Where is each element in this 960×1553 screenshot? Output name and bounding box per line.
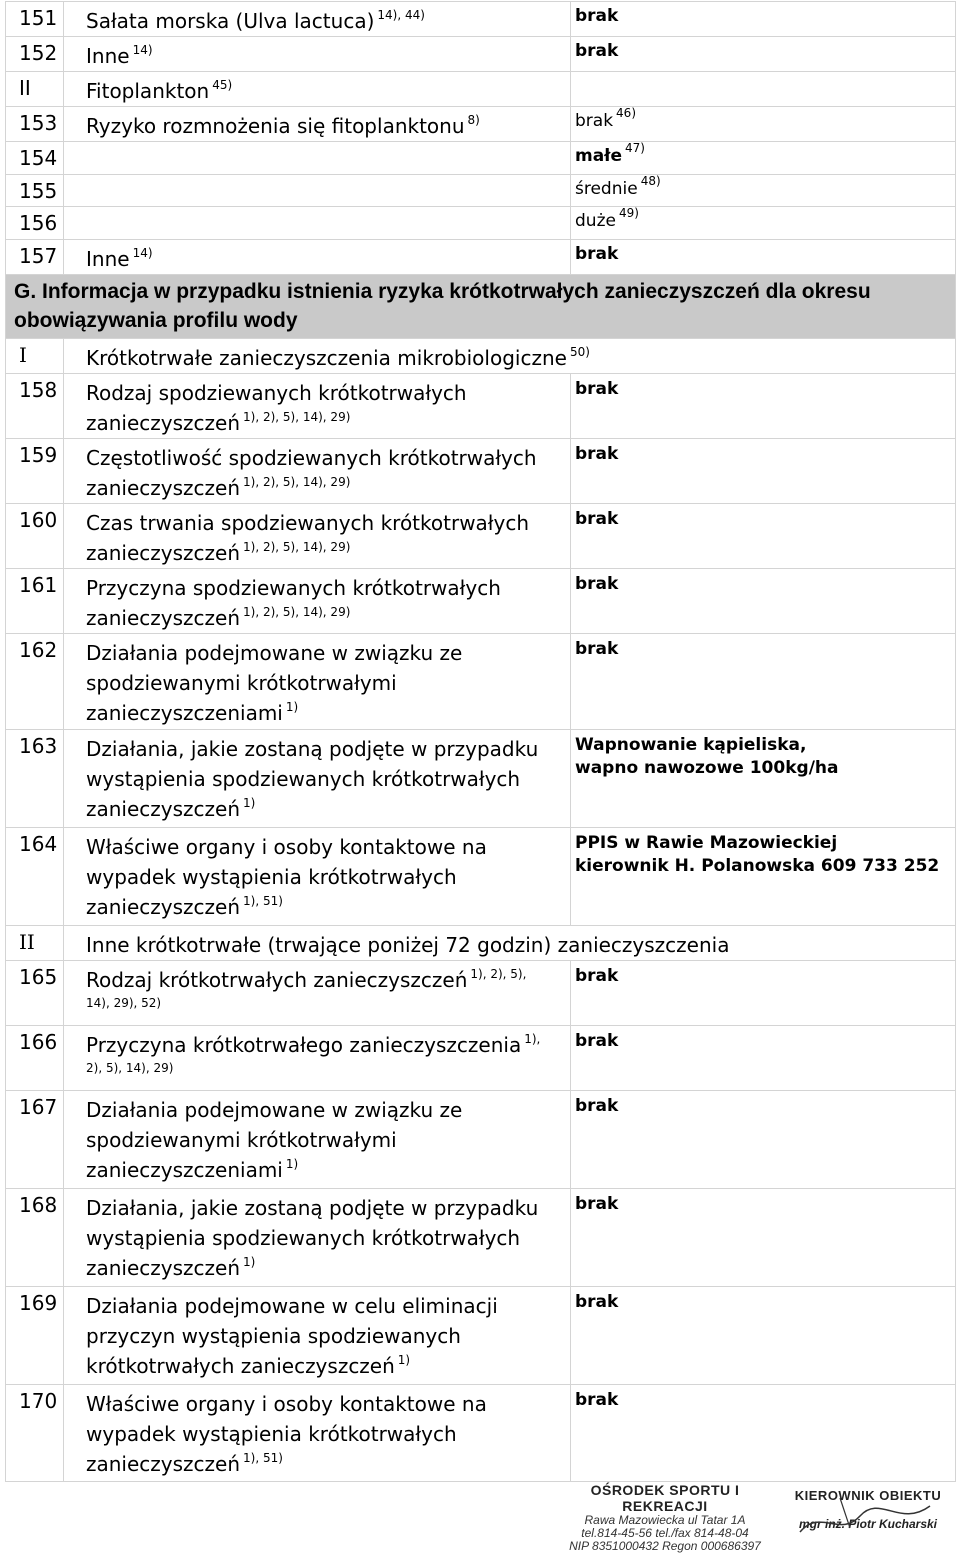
stamp-name: mgr inż. Piotr Kucharski <box>798 1517 938 1531</box>
description-text: Działania, jakie zostaną podjęte w przypadku <box>86 737 539 761</box>
footnote-ref: 14) <box>132 246 153 260</box>
row-description <box>64 730 571 828</box>
table-row <box>6 1287 956 1385</box>
footnote-ref: 1), 2), 5), 14), 29) <box>243 410 351 424</box>
row-number <box>6 828 64 926</box>
subsection-row <box>6 926 956 961</box>
value-text: brak <box>575 1292 619 1312</box>
description-line <box>86 1449 570 1479</box>
row-value <box>571 240 956 275</box>
value-text: brak <box>575 1031 619 1051</box>
value-footnote-ref: 49) <box>618 206 639 220</box>
row-description <box>64 37 571 72</box>
table-row <box>6 1026 956 1091</box>
row-number <box>6 1287 64 1385</box>
row-description <box>64 1189 571 1287</box>
value-text: brak <box>575 1390 619 1410</box>
row-description <box>64 569 571 634</box>
row-number-text: 157 <box>19 244 58 268</box>
footnote-ref: 8) <box>467 113 480 127</box>
description-line <box>86 1419 570 1449</box>
description-line <box>86 443 570 473</box>
value-text: wapno nawozowe 100kg/ha <box>575 758 839 778</box>
description-line <box>86 1321 570 1351</box>
row-value <box>571 175 956 207</box>
description-line <box>86 508 570 538</box>
footnote-ref: 1) <box>285 1157 299 1171</box>
description-text: Właściwe organy i osoby kontaktowe na <box>86 1392 487 1416</box>
description-text: zanieczyszczeń <box>86 797 241 821</box>
row-description <box>64 175 571 207</box>
row-number-text: 167 <box>19 1095 58 1119</box>
row-description <box>64 142 571 175</box>
row-value <box>571 730 956 828</box>
description-line <box>86 1125 570 1155</box>
footnote-ref: 14) <box>132 43 153 57</box>
footnote-ref: 45) <box>212 78 233 92</box>
value-line <box>575 832 955 855</box>
description-text: spodziewanymi krótkotrwałymi <box>86 1128 397 1152</box>
value-text: brak <box>575 966 619 986</box>
description-line <box>86 1030 570 1060</box>
description-line <box>86 603 570 633</box>
footnote-ref: 1), <box>524 1032 541 1046</box>
row-number <box>6 240 64 275</box>
row-number-text: 166 <box>19 1030 58 1054</box>
signature-icon <box>780 1488 956 1544</box>
row-number-text: 162 <box>19 638 58 662</box>
table-row <box>6 1385 956 1482</box>
footnote-ref: 1), 2), 5), 14), 29) <box>243 605 351 619</box>
row-number-text: 153 <box>19 111 58 135</box>
value-footnote-ref: 46) <box>616 106 636 120</box>
row-value <box>571 828 956 926</box>
row-value <box>571 439 956 504</box>
description-text: Sałata morska (Ulva lactuca) <box>86 9 375 33</box>
value-text: duże <box>575 211 616 231</box>
value-text: brak <box>575 509 619 529</box>
description-line <box>86 1291 570 1321</box>
value-line <box>575 443 955 466</box>
description-text: Ryzyko rozmnożenia się fitoplanktonu <box>86 114 465 138</box>
subsection-number <box>6 926 64 961</box>
value-line <box>575 638 955 661</box>
value-footnote-ref: 48) <box>640 174 661 188</box>
description-text: zanieczyszczeniami <box>86 701 283 725</box>
description-line <box>86 1351 570 1381</box>
value-line <box>575 508 955 531</box>
description-line <box>86 1193 570 1223</box>
footnote-ref: 1) <box>243 1255 256 1269</box>
row-number <box>6 1189 64 1287</box>
row-value <box>571 1189 956 1287</box>
row-number <box>6 1026 64 1091</box>
value-text: brak <box>575 1194 619 1214</box>
description-line <box>86 638 570 668</box>
footnote-ref: 14), 44) <box>377 8 425 22</box>
subsection-description <box>64 339 956 374</box>
value-line <box>575 1389 955 1412</box>
description-line <box>86 1253 570 1283</box>
table-row <box>6 828 956 926</box>
row-value <box>571 569 956 634</box>
row-description <box>64 961 571 1026</box>
footnote-ref: 1), 51) <box>243 894 283 908</box>
manager-stamp <box>780 1488 956 1544</box>
table-row <box>6 240 956 275</box>
subsection-description <box>64 926 956 961</box>
row-number-text: 154 <box>19 146 58 170</box>
row-description <box>64 240 571 275</box>
value-text: PPIS w Rawie Mazowieckiej <box>575 833 838 853</box>
description-text: Fitoplankton <box>86 79 210 103</box>
footnote-ref: 1), 51) <box>243 1451 283 1465</box>
row-description <box>64 634 571 730</box>
row-number <box>6 569 64 634</box>
row-number-text: 163 <box>19 734 58 758</box>
table-row <box>6 504 956 569</box>
row-number-text: 156 <box>19 211 58 235</box>
description-text: zanieczyszczeń <box>86 541 241 565</box>
table-row <box>6 569 956 634</box>
table-row <box>6 439 956 504</box>
description-text: zanieczyszczeń <box>86 1452 241 1476</box>
description-text: wypadek wystąpienia krótkotrwałych <box>86 865 457 889</box>
row-number <box>6 107 64 142</box>
description-text: Inne <box>86 247 130 271</box>
footnote-ref-continued: 2), 5), 14), 29) <box>86 1061 174 1075</box>
table-row <box>6 107 956 142</box>
description-text: zanieczyszczeń <box>86 895 241 919</box>
row-number-text: 161 <box>19 573 58 597</box>
row-number-text: 159 <box>19 443 58 467</box>
description-text: Rodzaj krótkotrwałych zanieczyszczeń <box>86 968 468 992</box>
stamp-line-1: OŚRODEK SPORTU I REKREACJI <box>590 1482 740 1514</box>
row-value <box>571 961 956 1026</box>
description-line <box>86 862 570 892</box>
row-number-text: 169 <box>19 1291 58 1315</box>
description-text: zanieczyszczeń <box>86 1256 241 1280</box>
footnote-ref: 1), 2), 5), 14), 29) <box>243 475 351 489</box>
description-line <box>86 965 570 995</box>
description-line <box>86 794 570 824</box>
value-line <box>575 855 955 878</box>
table-row <box>6 72 956 107</box>
description-text: Przyczyna spodziewanych krótkotrwałych <box>86 576 501 600</box>
table-row <box>6 961 956 1026</box>
row-description <box>64 2 571 37</box>
row-number <box>6 207 64 240</box>
row-description <box>64 1287 571 1385</box>
row-number <box>6 72 64 107</box>
description-line <box>86 378 570 408</box>
description-line <box>86 1223 570 1253</box>
description-text: Właściwe organy i osoby kontaktowe na <box>86 835 487 859</box>
description-text: wypadek wystąpienia krótkotrwałych <box>86 1422 457 1446</box>
row-number <box>6 37 64 72</box>
row-value <box>571 1287 956 1385</box>
description-text: Rodzaj spodziewanych krótkotrwałych <box>86 381 467 405</box>
description-text: Działania podejmowane w celu eliminacji <box>86 1294 498 1318</box>
description-text: Działania podejmowane w związku ze <box>86 1098 463 1122</box>
description-line <box>86 764 570 794</box>
row-description <box>64 1026 571 1091</box>
row-number <box>6 961 64 1026</box>
row-number <box>6 175 64 207</box>
footnote-ref: 1) <box>397 1353 411 1367</box>
subsection-row <box>6 339 956 374</box>
table-row <box>6 1091 956 1189</box>
table-row <box>6 2 956 37</box>
section-g-title-text: G. Informacja w przypadku istnienia ryzyka krótkotrwałych zanieczyszczeń dla okresu obowiązywania profilu wody <box>14 280 871 332</box>
description-text: Inne <box>86 44 130 68</box>
row-number-text: 151 <box>19 6 58 30</box>
row-description <box>64 1385 571 1482</box>
value-text: brak <box>575 574 619 594</box>
description-text: zanieczyszczeń <box>86 476 241 500</box>
row-value <box>571 2 956 37</box>
description-line <box>86 1095 570 1125</box>
value-text: brak <box>575 379 619 399</box>
row-number <box>6 730 64 828</box>
description-text: zanieczyszczeniami <box>86 1158 283 1182</box>
footnote-ref: 1), 2), 5), 14), 29) <box>243 540 351 554</box>
description-text: spodziewanymi krótkotrwałymi <box>86 671 397 695</box>
description-line <box>86 1389 570 1419</box>
value-line <box>575 757 955 780</box>
footnote-continuation <box>86 1060 570 1076</box>
value-text: brak <box>575 639 619 659</box>
description-text: Częstotliwość spodziewanych krótkotrwałych <box>86 446 537 470</box>
footnote-ref: 50) <box>569 345 590 359</box>
description-line <box>86 832 570 862</box>
description-text: Czas trwania spodziewanych krótkotrwałych <box>86 511 529 535</box>
row-description <box>64 1091 571 1189</box>
description-line <box>86 734 570 764</box>
value-text: brak <box>575 111 614 131</box>
table-row <box>6 175 956 207</box>
row-value <box>571 142 956 175</box>
subsection-text: Inne krótkotrwałe (trwające poniżej 72 godzin) zanieczyszczenia <box>86 933 730 957</box>
row-number <box>6 439 64 504</box>
description-text: krótkotrwałych zanieczyszczeń <box>86 1354 395 1378</box>
value-text: brak <box>575 41 619 61</box>
row-value <box>571 37 956 72</box>
value-text: brak <box>575 6 619 26</box>
section-g-title <box>6 275 956 339</box>
subsection-number-text: I <box>19 343 27 367</box>
row-value <box>571 72 956 107</box>
description-line <box>86 668 570 698</box>
subsection-text: Krótkotrwałe zanieczyszczenia mikrobiologiczne <box>86 346 567 370</box>
value-text: Wapnowanie kąpieliska, <box>575 735 807 755</box>
value-line <box>575 378 955 401</box>
row-number <box>6 374 64 439</box>
description-text: Działania podejmowane w związku ze <box>86 641 463 665</box>
footnote-continuation <box>86 995 570 1011</box>
row-value <box>571 504 956 569</box>
section-header <box>6 275 956 339</box>
table-row <box>6 1189 956 1287</box>
table-row <box>6 207 956 240</box>
row-number-text: 164 <box>19 832 58 856</box>
row-value <box>571 1026 956 1091</box>
description-text: przyczyn wystąpienia spodziewanych <box>86 1324 461 1348</box>
description-text: Przyczyna krótkotrwałego zanieczyszczenia <box>86 1033 522 1057</box>
row-number-text: 152 <box>19 41 58 65</box>
row-value <box>571 634 956 730</box>
description-line <box>86 538 570 568</box>
footnote-ref: 1) <box>285 700 299 714</box>
description-line <box>86 473 570 503</box>
profile-table <box>5 1 956 1482</box>
row-number-text: 165 <box>19 965 58 989</box>
row-number <box>6 1091 64 1189</box>
table-row <box>6 142 956 175</box>
value-line <box>575 573 955 596</box>
footnote-ref: 1) <box>243 796 256 810</box>
value-text: małe <box>575 146 623 166</box>
value-text: kierownik H. Polanowska 609 733 252 <box>575 856 940 876</box>
table-row <box>6 374 956 439</box>
description-text: wystąpienia spodziewanych krótkotrwałych <box>86 767 521 791</box>
row-number <box>6 634 64 730</box>
value-line <box>575 734 955 757</box>
stamp-line-4: NIP 8351000432 Regon 000686397 <box>569 1539 761 1553</box>
description-text: zanieczyszczeń <box>86 606 241 630</box>
row-number-text: 158 <box>19 378 58 402</box>
stamp-line-3: tel.814-45-56 tel./fax 814-48-04 <box>581 1526 749 1540</box>
subsection-number-text: II <box>19 930 35 954</box>
value-line <box>575 1030 955 1053</box>
description-text: zanieczyszczeń <box>86 411 241 435</box>
table-row <box>6 634 956 730</box>
row-number-text: 170 <box>19 1389 58 1413</box>
footnote-ref-continued: 14), 29), 52) <box>86 996 162 1010</box>
table-row <box>6 730 956 828</box>
value-text: brak <box>575 244 619 264</box>
stamp-line-2: Rawa Mazowiecka ul Tatar 1A <box>584 1513 746 1527</box>
description-line <box>86 1155 570 1185</box>
value-text: brak <box>575 444 619 464</box>
row-value <box>571 1091 956 1189</box>
row-value <box>571 107 956 142</box>
value-text: średnie <box>575 179 638 199</box>
description-text: Działania, jakie zostaną podjęte w przypadku <box>86 1196 539 1220</box>
value-line <box>575 1193 955 1216</box>
stamp-title: KIEROWNIK OBIEKTU <box>794 1488 942 1503</box>
subsection-number <box>6 339 64 374</box>
description-line <box>86 892 570 922</box>
institution-stamp <box>560 1482 770 1553</box>
row-number <box>6 1385 64 1482</box>
row-description <box>64 207 571 240</box>
row-number-text: 168 <box>19 1193 58 1217</box>
value-text: brak <box>575 1096 619 1116</box>
row-description <box>64 504 571 569</box>
row-number <box>6 504 64 569</box>
description-line <box>86 573 570 603</box>
description-text: wystąpienia spodziewanych krótkotrwałych <box>86 1226 521 1250</box>
table-row <box>6 37 956 72</box>
row-number-text: 155 <box>19 179 58 203</box>
value-line <box>575 1291 955 1314</box>
footnote-ref: 1), 2), 5), <box>470 967 527 981</box>
row-description <box>64 72 571 107</box>
row-description <box>64 439 571 504</box>
row-value <box>571 374 956 439</box>
row-value <box>571 207 956 240</box>
value-line <box>575 965 955 988</box>
row-number <box>6 2 64 37</box>
row-number-text: II <box>19 76 31 100</box>
row-number-text: 160 <box>19 508 58 532</box>
description-line <box>86 408 570 438</box>
row-description <box>64 828 571 926</box>
row-value <box>571 1385 956 1482</box>
description-line <box>86 698 570 728</box>
row-description <box>64 107 571 142</box>
value-line <box>575 1095 955 1118</box>
value-footnote-ref: 47) <box>625 141 645 155</box>
row-description <box>64 374 571 439</box>
row-number <box>6 142 64 175</box>
